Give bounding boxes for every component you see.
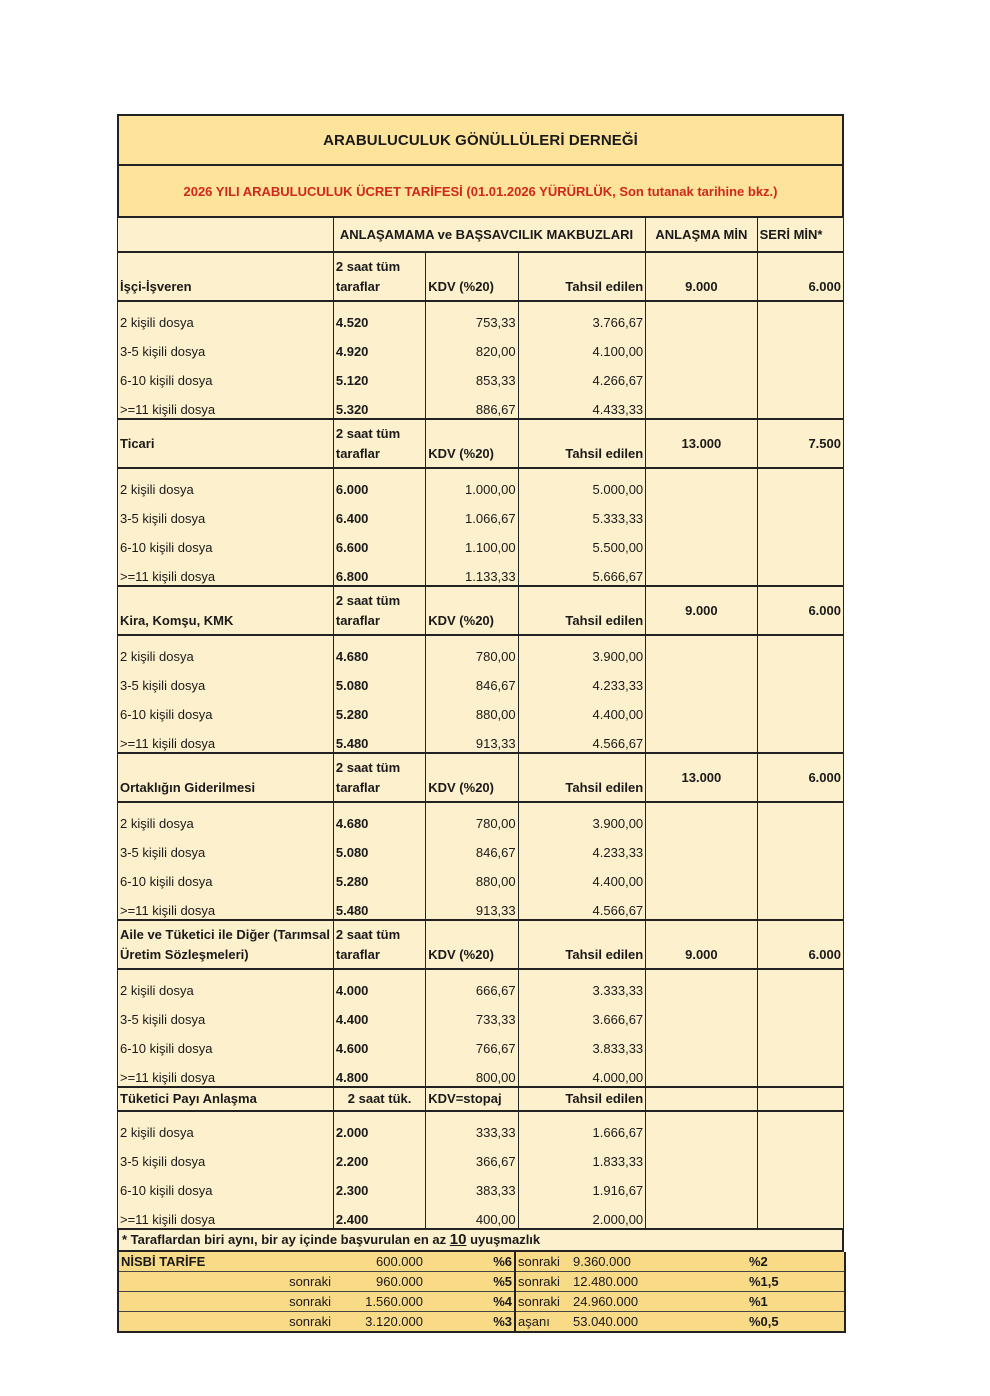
party-count-label: 6-10 kişili dosya <box>118 694 334 723</box>
tier-amount-left: 3.120.000 <box>333 1312 425 1333</box>
organization-title: ARABULUCULUK GÖNÜLLÜLERİ DERNEĞİ <box>119 116 842 166</box>
proportional-tariff-row <box>118 1292 845 1312</box>
fee-column-label: 2 saat tük. <box>333 1087 425 1111</box>
serial-min-empty <box>757 723 843 753</box>
fee-amount: 2.000 <box>333 1111 425 1141</box>
vat-column-label: KDV (%20) <box>426 753 518 802</box>
fee-amount: 6.600 <box>333 527 425 556</box>
serial-min-value: 7.500 <box>757 419 843 468</box>
serial-min-empty <box>757 969 843 999</box>
footnote-text-before: * Taraflardan biri aynı, bir ay içinde başvurulan en az <box>122 1232 450 1247</box>
tier-label-left <box>283 1252 333 1272</box>
vat-amount: 886,67 <box>426 389 518 419</box>
agreement-min-value: 9.000 <box>646 252 757 301</box>
serial-min-value <box>757 1087 843 1111</box>
vat-amount: 880,00 <box>426 694 518 723</box>
collected-amount: 4.400,00 <box>518 861 646 890</box>
collected-amount: 4.433,33 <box>518 389 646 419</box>
agreement-min-value: 9.000 <box>646 920 757 969</box>
collected-amount: 5.500,00 <box>518 527 646 556</box>
proportional-tariff-row <box>118 1312 845 1333</box>
agreement-min-empty <box>646 635 757 665</box>
agreement-min-empty <box>646 665 757 694</box>
collected-amount: 3.766,67 <box>518 301 646 331</box>
proportional-tariff-row <box>118 1272 845 1292</box>
serial-min-empty <box>757 1111 843 1141</box>
vat-amount: 800,00 <box>426 1057 518 1087</box>
fee-row <box>118 389 844 419</box>
vat-amount: 780,00 <box>426 635 518 665</box>
collected-amount: 4.566,67 <box>518 890 646 920</box>
tier-amount-left: 1.560.000 <box>333 1292 425 1312</box>
fee-amount: 4.800 <box>333 1057 425 1087</box>
fee-amount: 5.320 <box>333 389 425 419</box>
tier-rate-right: %1 <box>689 1292 845 1312</box>
agreement-min-empty <box>646 527 757 556</box>
blank-cell <box>118 1292 283 1312</box>
party-count-label: 6-10 kişili dosya <box>118 1170 334 1199</box>
collected-amount: 5.333,33 <box>518 498 646 527</box>
fee-row <box>118 1199 844 1229</box>
serial-min-empty <box>757 331 843 360</box>
agreement-min-empty <box>646 1199 757 1229</box>
fee-row <box>118 556 844 586</box>
fee-column-label: 2 saat tüm taraflar <box>333 252 425 301</box>
fee-amount: 5.120 <box>333 360 425 389</box>
tariff-subtitle: 2026 YILI ARABULUCULUK ÜCRET TARİFESİ (01.01.2026 YÜRÜRLÜK, Son tutanak tarihine bkz.) <box>119 166 842 218</box>
collected-amount: 5.000,00 <box>518 468 646 498</box>
blank-header-cell <box>118 218 334 252</box>
collected-amount: 3.666,67 <box>518 999 646 1028</box>
fee-row <box>118 999 844 1028</box>
collected-amount: 4.000,00 <box>518 1057 646 1087</box>
serial-min-empty <box>757 1199 843 1229</box>
receipts-column-header: ANLAŞAMAMA ve BAŞSAVCILIK MAKBUZLARI <box>333 218 645 252</box>
serial-min-empty <box>757 635 843 665</box>
tier-amount-right: 53.040.000 <box>571 1312 689 1333</box>
vat-amount: 853,33 <box>426 360 518 389</box>
category-name: Tüketici Payı Anlaşma <box>118 1087 334 1111</box>
fee-amount: 4.920 <box>333 331 425 360</box>
collected-amount: 1.666,67 <box>518 1111 646 1141</box>
fee-row <box>118 1141 844 1170</box>
party-count-label: 6-10 kişili dosya <box>118 861 334 890</box>
fee-amount: 5.280 <box>333 694 425 723</box>
fee-row <box>118 1057 844 1087</box>
serial-min-empty <box>757 861 843 890</box>
party-count-label: >=11 kişili dosya <box>118 389 334 419</box>
category-header-row <box>118 753 844 802</box>
tier-rate-left: %6 <box>425 1252 515 1272</box>
collected-amount: 5.666,67 <box>518 556 646 586</box>
tier-label-left: sonraki <box>283 1312 333 1333</box>
collected-column-label: Tahsil edilen <box>518 1087 646 1111</box>
serial-min-empty <box>757 694 843 723</box>
fee-row <box>118 723 844 753</box>
collected-column-label: Tahsil edilen <box>518 920 646 969</box>
serial-min-empty <box>757 802 843 832</box>
agreement-min-empty <box>646 556 757 586</box>
vat-column-label: KDV=stopaj <box>426 1087 518 1111</box>
fee-amount: 5.080 <box>333 665 425 694</box>
fee-row <box>118 1028 844 1057</box>
serial-min-empty <box>757 999 843 1028</box>
fee-row <box>118 527 844 556</box>
footnote-count: 10 <box>449 1231 467 1248</box>
tier-label-right: aşanı <box>515 1312 571 1333</box>
fee-row <box>118 861 844 890</box>
party-count-label: 2 kişili dosya <box>118 969 334 999</box>
fee-amount: 2.300 <box>333 1170 425 1199</box>
party-count-label: >=11 kişili dosya <box>118 1199 334 1229</box>
tier-amount-left: 960.000 <box>333 1272 425 1292</box>
collected-amount: 1.916,67 <box>518 1170 646 1199</box>
serial-min-empty <box>757 498 843 527</box>
serial-min-empty <box>757 1057 843 1087</box>
collected-amount: 4.233,33 <box>518 832 646 861</box>
tier-rate-left: %4 <box>425 1292 515 1312</box>
vat-amount: 666,67 <box>426 969 518 999</box>
agreement-min-empty <box>646 999 757 1028</box>
fee-row <box>118 802 844 832</box>
collected-column-label: Tahsil edilen <box>518 419 646 468</box>
party-count-label: 3-5 kişili dosya <box>118 832 334 861</box>
category-header-row <box>118 419 844 468</box>
fee-row <box>118 498 844 527</box>
fee-amount: 5.480 <box>333 890 425 920</box>
category-header-row <box>118 920 844 969</box>
vat-amount: 383,33 <box>426 1170 518 1199</box>
category-name: Kira, Komşu, KMK <box>118 586 334 635</box>
agreement-min-empty <box>646 861 757 890</box>
collected-amount: 3.900,00 <box>518 635 646 665</box>
party-count-label: >=11 kişili dosya <box>118 723 334 753</box>
vat-amount: 846,67 <box>426 665 518 694</box>
fee-amount: 4.400 <box>333 999 425 1028</box>
tier-label-right: sonraki <box>515 1252 571 1272</box>
category-header-row <box>118 252 844 301</box>
serial-min-empty <box>757 389 843 419</box>
vat-amount: 880,00 <box>426 861 518 890</box>
serial-min-empty <box>757 1028 843 1057</box>
fee-amount: 4.680 <box>333 802 425 832</box>
agreement-min-value: 13.000 <box>646 753 757 802</box>
collected-amount: 4.233,33 <box>518 665 646 694</box>
proportional-tariff-table <box>117 1252 846 1333</box>
agreement-min-empty <box>646 1111 757 1141</box>
fee-column-label: 2 saat tüm taraflar <box>333 586 425 635</box>
blank-cell <box>118 1272 283 1292</box>
serial-min-empty <box>757 832 843 861</box>
agreement-min-empty <box>646 498 757 527</box>
agreement-min-empty <box>646 1170 757 1199</box>
tier-label-right: sonraki <box>515 1272 571 1292</box>
party-count-label: 3-5 kişili dosya <box>118 1141 334 1170</box>
vat-amount: 780,00 <box>426 802 518 832</box>
fee-amount: 2.400 <box>333 1199 425 1229</box>
tier-rate-left: %3 <box>425 1312 515 1333</box>
collected-amount: 3.833,33 <box>518 1028 646 1057</box>
category-header-row <box>118 1087 844 1111</box>
serial-min-value: 6.000 <box>757 252 843 301</box>
vat-amount: 766,67 <box>426 1028 518 1057</box>
agreement-min-empty <box>646 832 757 861</box>
party-count-label: 6-10 kişili dosya <box>118 360 334 389</box>
party-count-label: 3-5 kişili dosya <box>118 665 334 694</box>
vat-amount: 913,33 <box>426 890 518 920</box>
fee-amount: 4.600 <box>333 1028 425 1057</box>
tier-label-right: sonraki <box>515 1292 571 1312</box>
vat-amount: 733,33 <box>426 999 518 1028</box>
collected-amount: 4.266,67 <box>518 360 646 389</box>
serial-min-value: 6.000 <box>757 586 843 635</box>
collected-amount: 4.566,67 <box>518 723 646 753</box>
party-count-label: >=11 kişili dosya <box>118 1057 334 1087</box>
collected-column-label: Tahsil edilen <box>518 753 646 802</box>
agreement-min-empty <box>646 1141 757 1170</box>
vat-column-label: KDV (%20) <box>426 252 518 301</box>
vat-amount: 846,67 <box>426 832 518 861</box>
serial-min-empty <box>757 527 843 556</box>
tier-amount-right: 9.360.000 <box>571 1252 689 1272</box>
tier-rate-left: %5 <box>425 1272 515 1292</box>
tier-label-left: sonraki <box>283 1272 333 1292</box>
agreement-min-empty <box>646 890 757 920</box>
fee-amount: 5.280 <box>333 861 425 890</box>
agreement-min-value: 13.000 <box>646 419 757 468</box>
vat-amount: 333,33 <box>426 1111 518 1141</box>
vat-amount: 1.066,67 <box>426 498 518 527</box>
fee-row <box>118 360 844 389</box>
collected-column-label: Tahsil edilen <box>518 252 646 301</box>
fee-schedule-sheet <box>117 114 844 1333</box>
agreement-min-empty <box>646 969 757 999</box>
blank-cell <box>118 1312 283 1333</box>
party-count-label: 3-5 kişili dosya <box>118 999 334 1028</box>
agreement-min-empty <box>646 331 757 360</box>
agreement-min-empty <box>646 1057 757 1087</box>
fee-row <box>118 969 844 999</box>
fee-row <box>118 1111 844 1141</box>
fee-amount: 6.400 <box>333 498 425 527</box>
fee-column-label: 2 saat tüm taraflar <box>333 753 425 802</box>
fee-row <box>118 890 844 920</box>
fee-amount: 4.680 <box>333 635 425 665</box>
sheet-header <box>117 114 844 218</box>
fee-amount: 6.800 <box>333 556 425 586</box>
tier-amount-right: 24.960.000 <box>571 1292 689 1312</box>
agreement-min-column-header: ANLAŞMA MİN <box>646 218 757 252</box>
vat-amount: 400,00 <box>426 1199 518 1229</box>
agreement-min-empty <box>646 802 757 832</box>
serial-min-empty <box>757 890 843 920</box>
vat-amount: 753,33 <box>426 301 518 331</box>
fee-row <box>118 301 844 331</box>
fee-row <box>118 694 844 723</box>
agreement-min-empty <box>646 360 757 389</box>
fee-amount: 5.480 <box>333 723 425 753</box>
vat-amount: 1.000,00 <box>426 468 518 498</box>
collected-column-label: Tahsil edilen <box>518 586 646 635</box>
vat-column-label: KDV (%20) <box>426 586 518 635</box>
party-count-label: 2 kişili dosya <box>118 802 334 832</box>
category-name: Ortaklığın Giderilmesi <box>118 753 334 802</box>
agreement-min-empty <box>646 301 757 331</box>
column-header-row <box>118 218 844 252</box>
vat-amount: 820,00 <box>426 331 518 360</box>
category-name: Aile ve Tüketici ile Diğer (Tarımsal Üretim Sözleşmeleri) <box>118 920 334 969</box>
agreement-min-empty <box>646 1028 757 1057</box>
agreement-min-empty <box>646 468 757 498</box>
serial-min-empty <box>757 360 843 389</box>
fee-row <box>118 635 844 665</box>
agreement-min-empty <box>646 389 757 419</box>
fee-amount: 2.200 <box>333 1141 425 1170</box>
proportional-tariff-title: NİSBİ TARİFE <box>118 1252 283 1272</box>
category-header-row <box>118 586 844 635</box>
fee-table <box>117 218 844 1230</box>
category-name: Ticari <box>118 419 334 468</box>
vat-amount: 1.133,33 <box>426 556 518 586</box>
serial-min-empty <box>757 301 843 331</box>
serial-footnote <box>117 1230 844 1252</box>
fee-row <box>118 331 844 360</box>
serial-min-empty <box>757 468 843 498</box>
tier-rate-right: %1,5 <box>689 1272 845 1292</box>
serial-min-value: 6.000 <box>757 920 843 969</box>
fee-amount: 4.000 <box>333 969 425 999</box>
party-count-label: 2 kişili dosya <box>118 635 334 665</box>
party-count-label: 2 kişili dosya <box>118 468 334 498</box>
collected-amount: 3.900,00 <box>518 802 646 832</box>
fee-row <box>118 468 844 498</box>
fee-amount: 4.520 <box>333 301 425 331</box>
vat-column-label: KDV (%20) <box>426 920 518 969</box>
serial-min-empty <box>757 1141 843 1170</box>
serial-min-empty <box>757 556 843 586</box>
fee-row <box>118 832 844 861</box>
party-count-label: 2 kişili dosya <box>118 301 334 331</box>
category-name: İşçi-İşveren <box>118 252 334 301</box>
agreement-min-empty <box>646 694 757 723</box>
fee-amount: 5.080 <box>333 832 425 861</box>
party-count-label: 3-5 kişili dosya <box>118 331 334 360</box>
vat-column-label: KDV (%20) <box>426 419 518 468</box>
collected-amount: 3.333,33 <box>518 969 646 999</box>
footnote-text-after: uyuşmazlık <box>466 1232 541 1247</box>
tier-rate-right: %0,5 <box>689 1312 845 1333</box>
party-count-label: >=11 kişili dosya <box>118 890 334 920</box>
party-count-label: 6-10 kişili dosya <box>118 1028 334 1057</box>
serial-min-empty <box>757 665 843 694</box>
vat-amount: 1.100,00 <box>426 527 518 556</box>
agreement-min-value <box>646 1087 757 1111</box>
serial-min-empty <box>757 1170 843 1199</box>
agreement-min-value: 9.000 <box>646 586 757 635</box>
vat-amount: 913,33 <box>426 723 518 753</box>
tier-label-left: sonraki <box>283 1292 333 1312</box>
fee-column-label: 2 saat tüm taraflar <box>333 419 425 468</box>
party-count-label: 2 kişili dosya <box>118 1111 334 1141</box>
fee-row <box>118 665 844 694</box>
collected-amount: 4.100,00 <box>518 331 646 360</box>
agreement-min-empty <box>646 723 757 753</box>
fee-amount: 6.000 <box>333 468 425 498</box>
vat-amount: 366,67 <box>426 1141 518 1170</box>
collected-amount: 2.000,00 <box>518 1199 646 1229</box>
fee-column-label: 2 saat tüm taraflar <box>333 920 425 969</box>
proportional-tariff-row <box>118 1252 845 1272</box>
party-count-label: 3-5 kişili dosya <box>118 498 334 527</box>
collected-amount: 1.833,33 <box>518 1141 646 1170</box>
party-count-label: >=11 kişili dosya <box>118 556 334 586</box>
party-count-label: 6-10 kişili dosya <box>118 527 334 556</box>
tier-amount-left: 600.000 <box>333 1252 425 1272</box>
tier-rate-right: %2 <box>689 1252 845 1272</box>
serial-min-column-header: SERİ MİN* <box>757 218 843 252</box>
fee-row <box>118 1170 844 1199</box>
tier-amount-right: 12.480.000 <box>571 1272 689 1292</box>
serial-min-value: 6.000 <box>757 753 843 802</box>
collected-amount: 4.400,00 <box>518 694 646 723</box>
